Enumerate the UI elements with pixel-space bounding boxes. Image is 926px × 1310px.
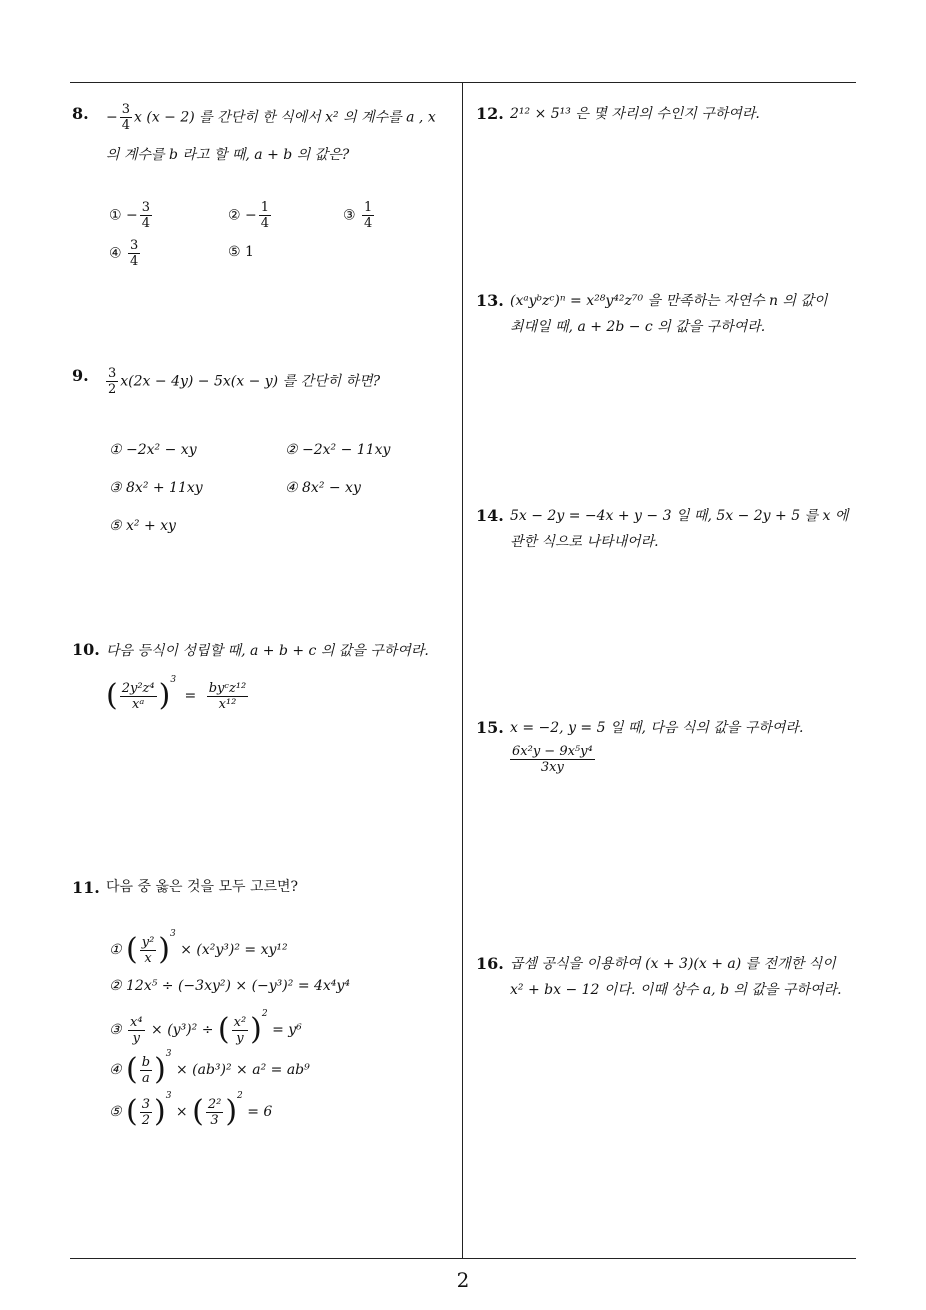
question-stem-line1: 곱셈 공식을 이용하여 (x + 3)(x + a) 를 전개한 식이 <box>510 956 836 972</box>
option-2[interactable]: ② − $\frac{1}{4}$ <box>228 200 270 231</box>
option-5[interactable]: ⑤ ( $\frac{3}{2}$ )$^3$ × ( $\frac{\text{2²}}{3}$ )$^2$ = 6 <box>109 1091 273 1129</box>
question-stem-line2: x² + bx − 12 이다. 이때 상수 a, b 의 값을 구하여라. <box>510 982 842 998</box>
question-number: 12. <box>476 104 504 123</box>
option-1[interactable]: ① ( $\frac{\text{y²}}{x}$ )$^3$ × (x²y³)² = xy¹² <box>109 929 288 967</box>
question-stem: 다음 등식이 성립할 때, a + b + c 의 값을 구하여라. <box>106 643 429 659</box>
question-number: 9. <box>72 366 89 385</box>
expression-fraction: $\frac{\text{6x²y − 9x⁵y⁴}}{3xy}$ <box>512 744 593 775</box>
top-rule <box>70 82 856 83</box>
question-stem: $\frac{3}{2}$ x(2x − 4y) − 5x(x − y) 를 간단히 하면? <box>108 366 381 397</box>
option-3[interactable]: ③ $\frac{\text{x⁴}}{y}$ × (y³)² ÷ ( $\frac{\text{x²}}{y}$ )$^2$ = y⁶ <box>109 1009 302 1047</box>
question-stem-line2: 관한 식으로 나타내어라. <box>510 534 659 550</box>
option-2[interactable]: ② −2x² − 11xy <box>285 442 391 458</box>
question-number: 16. <box>476 954 504 973</box>
option-1[interactable]: ① − $\frac{3}{4}$ <box>109 200 151 231</box>
question-stem-line1: 5x − 2y = −4x + y − 3 일 때, 5x − 2y + 5 를 x 에 <box>510 508 849 524</box>
question-stem-line2: 의 계수를 b 라고 할 때, a + b 의 값은? <box>106 147 350 163</box>
column-divider <box>462 82 463 1259</box>
question-stem: x = −2, y = 5 일 때, 다음 식의 값을 구하여라. <box>510 720 804 736</box>
question-number: 8. <box>72 104 89 123</box>
question-number: 14. <box>476 506 504 525</box>
question-number: 13. <box>476 291 504 310</box>
option-5[interactable]: ⑤ 1 <box>228 244 254 260</box>
option-4[interactable]: ④ 8x² − xy <box>285 480 361 496</box>
bottom-rule <box>70 1258 856 1259</box>
equation: ( $\frac{\text{2y²z⁴}}{\text{xᵃ}}$ )$^3$ = $\frac{\text{byᶜz¹²}}{\text{x¹²}}$ <box>106 675 247 713</box>
question-stem: 2¹² × 5¹³ 은 몇 자리의 수인지 구하여라. <box>510 106 760 122</box>
question-number: 15. <box>476 718 504 737</box>
page-number: 2 <box>456 1268 470 1292</box>
question-number: 10. <box>72 640 100 659</box>
option-4[interactable]: ④ $\frac{3}{4}$ <box>109 238 139 269</box>
option-4[interactable]: ④ ( $\frac{b}{a}$ )$^3$ × (ab³)² × a² = ab⁹ <box>109 1049 310 1087</box>
option-5[interactable]: ⑤ x² + xy <box>109 518 176 534</box>
fraction: $\frac{3}{4}$ <box>121 102 131 133</box>
question-stem: 다음 중 옳은 것을 모두 고르면? <box>106 879 299 895</box>
question-stem-line2: 최대일 때, a + 2b − c 의 값을 구하여라. <box>510 319 766 335</box>
option-3[interactable]: ③ $\frac{1}{4}$ <box>343 200 373 231</box>
question-stem-line1: (xᵃyᵇzᶜ)ⁿ = x²⁸y⁴²z⁷⁰ 을 만족하는 자연수 n 의 값이 <box>510 293 828 309</box>
option-1[interactable]: ① −2x² − xy <box>109 442 197 458</box>
option-2[interactable]: ② 12x⁵ ÷ (−3xy²) × (−y³)² = 4x⁴y⁴ <box>109 978 350 994</box>
question-number: 11. <box>72 878 100 897</box>
option-3[interactable]: ③ 8x² + 11xy <box>109 480 203 496</box>
question-stem: − $\frac{3}{4}$ x (x − 2) 를 간단히 한 식에서 x² 의 계수를 a , x <box>106 102 436 133</box>
